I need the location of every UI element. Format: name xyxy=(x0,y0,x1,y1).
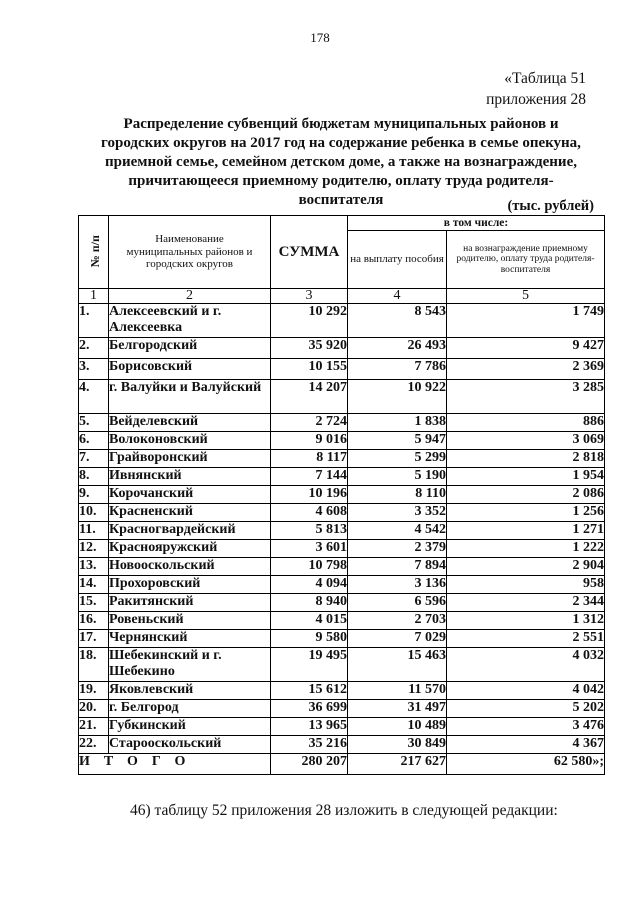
district-name: Грайворонский xyxy=(109,450,271,468)
page-number: 178 xyxy=(310,30,330,45)
row-number: 12. xyxy=(79,540,109,558)
payment-value: 2 379 xyxy=(348,540,447,558)
sum-value: 9 580 xyxy=(271,630,348,648)
caption-line-1: «Таблица 51 xyxy=(504,70,586,87)
payment-value: 7 029 xyxy=(348,630,447,648)
payment-value: 8 543 xyxy=(348,304,447,338)
total-payment: 217 627 xyxy=(348,754,447,775)
total-sum: 280 207 xyxy=(271,754,348,775)
column-number: 2 xyxy=(109,289,271,304)
district-name: Губкинский xyxy=(109,718,271,736)
row-number: 18. xyxy=(79,648,109,682)
sum-value: 7 144 xyxy=(271,468,348,486)
table-row xyxy=(79,612,605,630)
header-num xyxy=(79,216,109,289)
reward-value: 2 344 xyxy=(447,594,605,612)
table-row xyxy=(79,576,605,594)
row-number: 13. xyxy=(79,558,109,576)
payment-value: 10 922 xyxy=(348,380,447,414)
sum-value: 8 117 xyxy=(271,450,348,468)
header-payment: на выплату пособия xyxy=(348,231,447,289)
row-number: 1. xyxy=(79,304,109,338)
table-row xyxy=(79,304,605,338)
reward-value: 3 069 xyxy=(447,432,605,450)
row-number: 21. xyxy=(79,718,109,736)
district-name: Алексеевский и г. Алексеевка xyxy=(109,304,271,338)
payment-value: 15 463 xyxy=(348,648,447,682)
sum-value: 9 016 xyxy=(271,432,348,450)
sum-value: 10 196 xyxy=(271,486,348,504)
sum-value: 3 601 xyxy=(271,540,348,558)
units-label: (тыс. рублей) xyxy=(507,198,594,214)
payment-value: 11 570 xyxy=(348,682,447,700)
district-name: г. Белгород xyxy=(109,700,271,718)
payment-value: 3 136 xyxy=(348,576,447,594)
reward-value: 1 749 xyxy=(447,304,605,338)
sum-value: 35 920 xyxy=(271,338,348,359)
sum-value: 5 813 xyxy=(271,522,348,540)
table-row xyxy=(79,648,605,682)
row-number: 8. xyxy=(79,468,109,486)
row-number: 6. xyxy=(79,432,109,450)
sum-value: 10 798 xyxy=(271,558,348,576)
table-row xyxy=(79,380,605,414)
row-number: 3. xyxy=(79,359,109,380)
sum-value: 15 612 xyxy=(271,682,348,700)
table-row xyxy=(79,682,605,700)
row-number: 7. xyxy=(79,450,109,468)
payment-value: 5 947 xyxy=(348,432,447,450)
reward-value: 2 551 xyxy=(447,630,605,648)
total-reward: 62 580»; xyxy=(447,754,605,775)
sum-value: 4 015 xyxy=(271,612,348,630)
payment-value: 7 786 xyxy=(348,359,447,380)
table-row xyxy=(79,630,605,648)
reward-value: 1 954 xyxy=(447,468,605,486)
table-caption xyxy=(486,68,586,110)
row-number: 19. xyxy=(79,682,109,700)
row-number: 2. xyxy=(79,338,109,359)
row-number: 11. xyxy=(79,522,109,540)
total-label: ИТОГО xyxy=(79,754,271,775)
column-number: 3 xyxy=(271,289,348,304)
table-row xyxy=(79,504,605,522)
payment-value: 31 497 xyxy=(348,700,447,718)
row-number: 10. xyxy=(79,504,109,522)
reward-value: 886 xyxy=(447,414,605,432)
sum-value: 4 094 xyxy=(271,576,348,594)
payment-value: 2 703 xyxy=(348,612,447,630)
table-row xyxy=(79,558,605,576)
row-number: 20. xyxy=(79,700,109,718)
row-number: 9. xyxy=(79,486,109,504)
payment-value: 10 489 xyxy=(348,718,447,736)
table-row xyxy=(79,736,605,754)
district-name: Старооскольский xyxy=(109,736,271,754)
row-number: 16. xyxy=(79,612,109,630)
district-name: Белгородский xyxy=(109,338,271,359)
payment-value: 8 110 xyxy=(348,486,447,504)
table-row xyxy=(79,594,605,612)
sum-value: 14 207 xyxy=(271,380,348,414)
table-row xyxy=(79,718,605,736)
district-name: Чернянский xyxy=(109,630,271,648)
table-row xyxy=(79,486,605,504)
reward-value: 1 271 xyxy=(447,522,605,540)
reward-value: 2 369 xyxy=(447,359,605,380)
district-name: Шебекинский и г. Шебекино xyxy=(109,648,271,682)
header-name xyxy=(109,216,271,289)
row-number: 14. xyxy=(79,576,109,594)
payment-value: 3 352 xyxy=(348,504,447,522)
header-sum: СУММА xyxy=(271,216,348,289)
reward-value: 1 256 xyxy=(447,504,605,522)
header-name-label: Наименование муниципальных районов и городских округов xyxy=(126,233,253,271)
table-row xyxy=(79,450,605,468)
table-row xyxy=(79,540,605,558)
district-name: г. Валуйки и Валуйский xyxy=(109,380,271,414)
district-name: Ровеньский xyxy=(109,612,271,630)
total-row xyxy=(79,754,605,775)
table-row xyxy=(79,414,605,432)
reward-value: 5 202 xyxy=(447,700,605,718)
table-row xyxy=(79,432,605,450)
table-row xyxy=(79,359,605,380)
payment-value: 1 838 xyxy=(348,414,447,432)
row-number: 5. xyxy=(79,414,109,432)
sum-value: 4 608 xyxy=(271,504,348,522)
district-name: Прохоровский xyxy=(109,576,271,594)
reward-value: 1 222 xyxy=(447,540,605,558)
column-number-row xyxy=(79,289,605,304)
reward-value: 2 818 xyxy=(447,450,605,468)
caption-line-2: приложения 28 xyxy=(486,91,586,108)
table-row xyxy=(79,522,605,540)
sum-value: 8 940 xyxy=(271,594,348,612)
payment-value: 6 596 xyxy=(348,594,447,612)
row-number: 17. xyxy=(79,630,109,648)
column-number: 1 xyxy=(79,289,109,304)
reward-value: 2 904 xyxy=(447,558,605,576)
payment-value: 7 894 xyxy=(348,558,447,576)
district-name: Красненский xyxy=(109,504,271,522)
sum-value: 10 155 xyxy=(271,359,348,380)
row-number: 22. xyxy=(79,736,109,754)
district-name: Ивнянский xyxy=(109,468,271,486)
sum-value: 36 699 xyxy=(271,700,348,718)
table-row xyxy=(79,468,605,486)
district-name: Новооскольский xyxy=(109,558,271,576)
reward-value: 2 086 xyxy=(447,486,605,504)
payment-value: 5 299 xyxy=(348,450,447,468)
header-num-label: № п/п xyxy=(87,235,102,268)
district-name: Корочанский xyxy=(109,486,271,504)
district-name: Красногвардейский xyxy=(109,522,271,540)
sum-value: 35 216 xyxy=(271,736,348,754)
reward-value: 4 032 xyxy=(447,648,605,682)
column-number: 4 xyxy=(348,289,447,304)
payment-value: 26 493 xyxy=(348,338,447,359)
row-number: 15. xyxy=(79,594,109,612)
sum-value: 10 292 xyxy=(271,304,348,338)
district-name: Краснояружский xyxy=(109,540,271,558)
sum-value: 19 495 xyxy=(271,648,348,682)
reward-value: 1 312 xyxy=(447,612,605,630)
column-number: 5 xyxy=(447,289,605,304)
sum-value: 13 965 xyxy=(271,718,348,736)
payment-value: 5 190 xyxy=(348,468,447,486)
table-row xyxy=(79,338,605,359)
row-number: 4. xyxy=(79,380,109,414)
footer-text: 46) таблицу 52 приложения 28 изложить в следующей редакции: xyxy=(130,802,558,819)
payment-value: 4 542 xyxy=(348,522,447,540)
reward-value: 4 042 xyxy=(447,682,605,700)
district-name: Волоконовский xyxy=(109,432,271,450)
payment-value: 30 849 xyxy=(348,736,447,754)
reward-value: 3 476 xyxy=(447,718,605,736)
district-name: Вейделевский xyxy=(109,414,271,432)
reward-value: 958 xyxy=(447,576,605,594)
document-title: Распределение субвенций бюджетам муниципальных районов и городских округов на 2017 год на содержание ребенка в семье опекуна, приемной семье, семейном детском доме, а также на вознаграждение, причитающееся приемному родителю, оплату труда родителя-воспитателя xyxy=(101,116,581,208)
reward-value: 4 367 xyxy=(447,736,605,754)
reward-value: 9 427 xyxy=(447,338,605,359)
subvention-table xyxy=(78,215,605,775)
district-name: Ракитянский xyxy=(109,594,271,612)
reward-value: 3 285 xyxy=(447,380,605,414)
header-reward: на вознаграждение приемному родителю, оплату труда родителя-воспитателя xyxy=(447,231,605,289)
district-name: Яковлевский xyxy=(109,682,271,700)
table-row xyxy=(79,700,605,718)
header-including: в том числе: xyxy=(348,216,605,231)
district-name: Борисовский xyxy=(109,359,271,380)
sum-value: 2 724 xyxy=(271,414,348,432)
